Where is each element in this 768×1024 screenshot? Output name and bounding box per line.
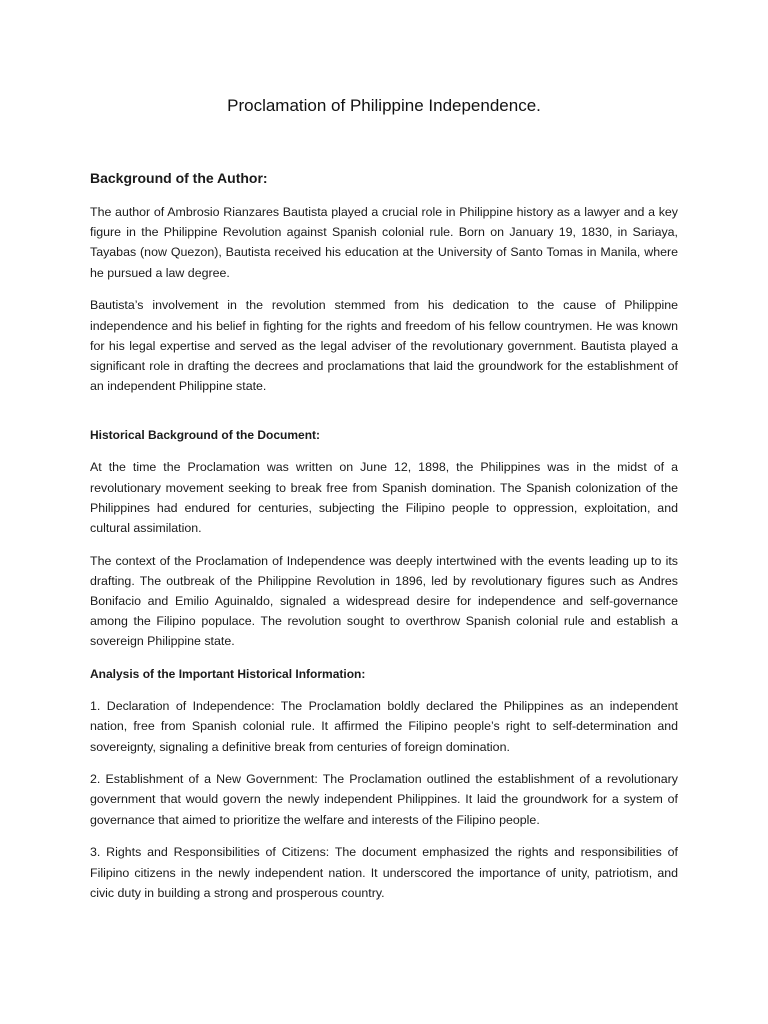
paragraph-analysis-3: 3. Rights and Responsibilities of Citizens: The document emphasized the rights and responsibilities of Filipino citizens in the newly independent nation. It underscored the importance of unity, patriotism, and civic duty in building a strong and prosperous country. [90, 845, 678, 900]
paragraph-history-2: The context of the Proclamation of Independence was deeply intertwined with the events leading up to its drafting. The outbreak of the Philippine Revolution in 1896, led by revolutionary figures such as Andres Bonifacio and Emilio Aguinaldo, signaled a widespread desire for independence and self-governance among the Filipino populace. The revolution sought to overthrow Spanish colonial rule and establish a sovereign Philippine state. [90, 553, 678, 649]
paragraph-author-1: The author of Ambrosio Rianzares Bautista played a crucial role in Philippine history as a lawyer and a key figure in the Philippine Revolution against Spanish colonial rule. Born on January 19, 1830, in Sariaya, Tayabas (now Quezon), Bautista received his education at the University of Santo Tomas in Manila, where he pursued a law degree. [90, 205, 678, 280]
section-heading-historical-background: Historical Background of the Document: [90, 428, 321, 443]
paragraph-history-1: At the time the Proclamation was written on June 12, 1898, the Philippines was in the midst of a revolutionary movement seeking to break free from Spanish domination. The Spanish colonization of the Philippines had endured for centuries, subjecting the Filipino people to oppression, exploitation, and cultural assimilation. [90, 460, 678, 535]
document-body [90, 168, 678, 903]
paragraph-spacer [90, 757, 678, 770]
section-heading-author-background: Background of the Author: [90, 170, 268, 186]
document-title: Proclamation of Philippine Independence. [227, 96, 541, 115]
paragraph-spacer [90, 830, 678, 843]
section-spacer [90, 396, 678, 425]
section-heading-analysis: Analysis of the Important Historical Information: [90, 667, 366, 682]
paragraph-analysis-1: 1. Declaration of Independence: The Proclamation boldly declared the Philippines as an independent nation, free from Spanish colonial rule. It affirmed the Filipino people’s right to self-determination and sovereignty, signaling a definitive break from centuries of foreign domination. [90, 699, 678, 754]
paragraph-analysis-2: 2. Establishment of a New Government: The Proclamation outlined the establishment of a revolutionary government that would govern the newly independent Philippines. It laid the groundwork for a system of governance that aimed to prioritize the welfare and interests of the Filipino people. [90, 772, 678, 827]
paragraph-author-2: Bautista’s involvement in the revolution stemmed from his dedication to the cause of Philippine independence and his belief in fighting for the rights and freedom of his fellow countrymen. He was known for his legal expertise and served as the legal adviser of the revolutionary government. Bautista played a significant role in drafting the decrees and proclamations that laid the groundwork for the establishment of an independent Philippine state. [90, 298, 678, 394]
paragraph-spacer [90, 652, 678, 665]
paragraph-spacer [90, 283, 678, 296]
paragraph-spacer [90, 538, 678, 551]
